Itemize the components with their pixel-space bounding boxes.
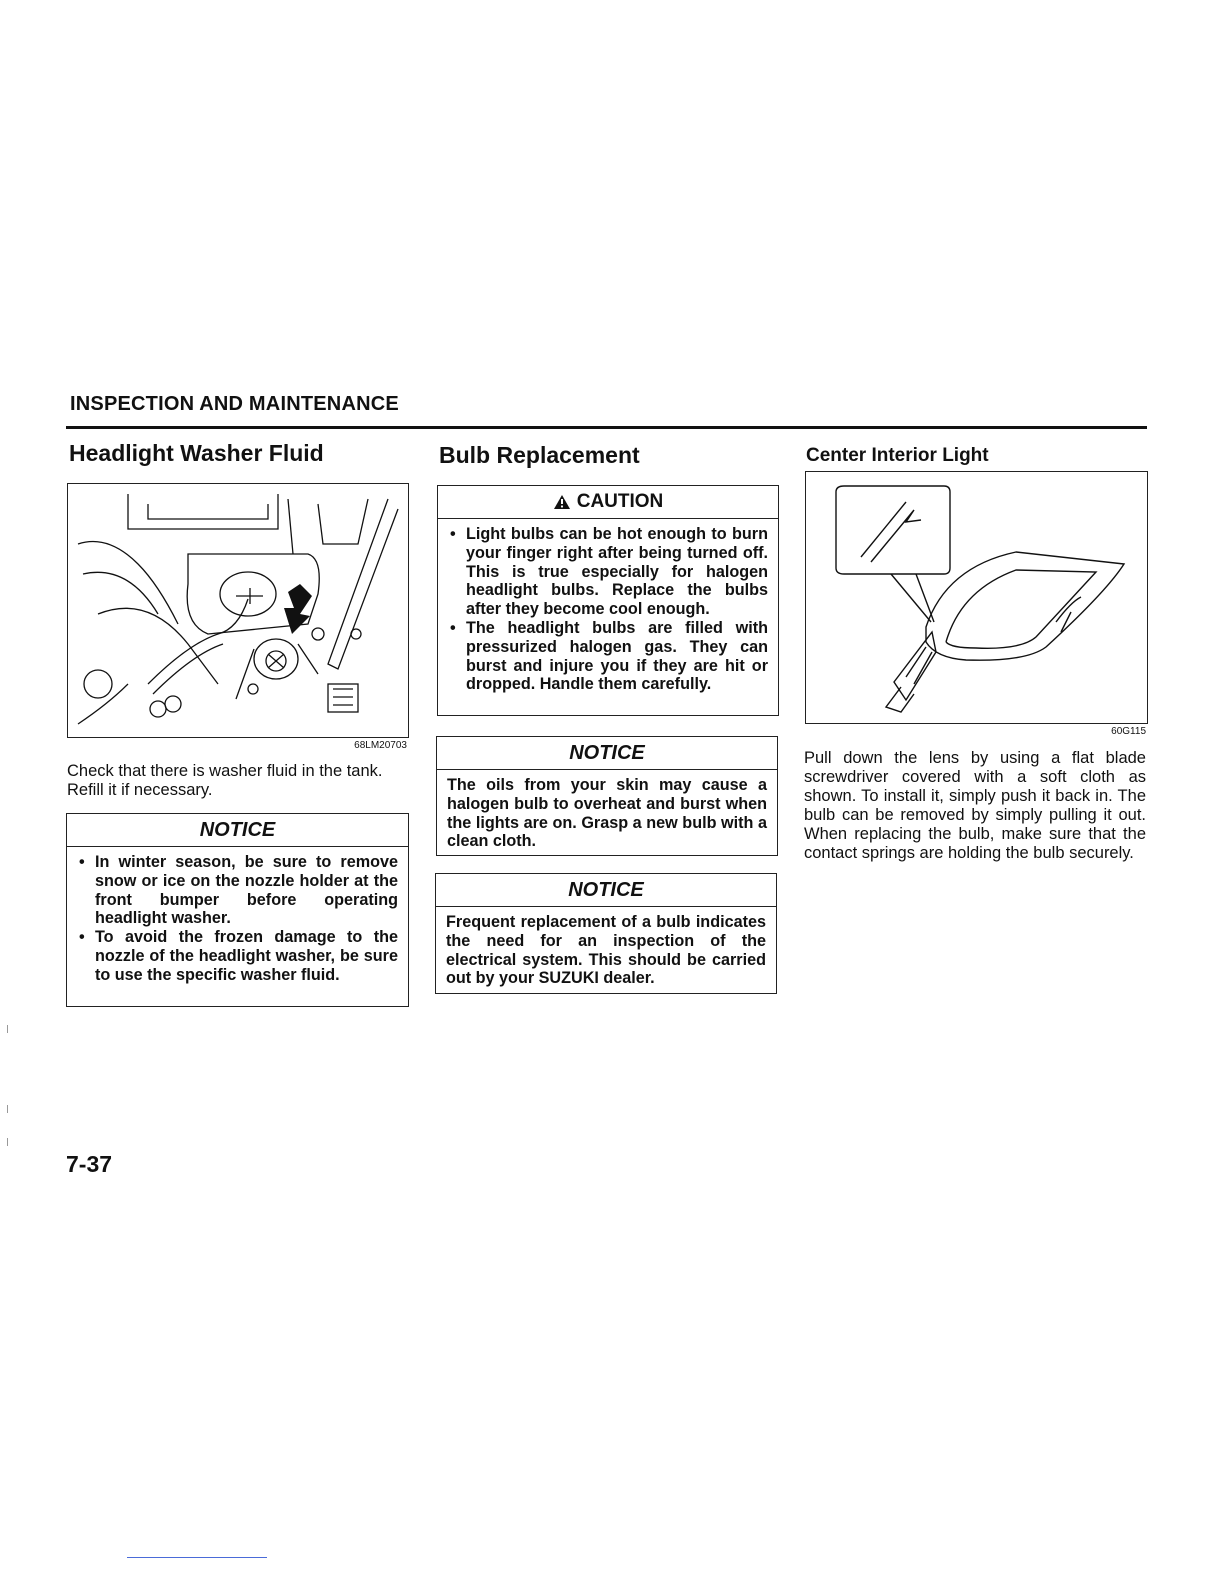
figure-interior-light: [805, 471, 1148, 724]
page-number: 7-37: [66, 1151, 113, 1177]
notice-bullet: • To avoid the frozen damage to the nozzle of the headlight washer, be sure to use the specific washer fluid.: [77, 928, 398, 984]
caution-bullet: • Light bulbs can be hot enough to burn your finger right after being turned off. This is true especially for halogen headlight bulbs. Replace the bulbs after they become cool enough.: [448, 525, 768, 619]
body-text-washer: Check that there is washer fluid in the tank. Refill it if necessary.: [67, 762, 383, 799]
notice-box-oils: [436, 736, 778, 856]
figure-code: 60G115: [1111, 726, 1146, 737]
notice-box-washer: [66, 813, 409, 1007]
notice-bullet: • In winter season, be sure to remove snow or ice on the nozzle holder at the front bumper before operating headlight washer.: [77, 853, 398, 928]
notice-body: Frequent replacement of a bulb indicates the need for an inspection of the electrical system. This should be carried out by your SUZUKI dealer.: [446, 913, 766, 988]
notice-box-frequent: [435, 873, 777, 994]
figure-code: 68LM20703: [354, 740, 407, 751]
caution-title: CAUTION: [576, 491, 664, 512]
header-divider: [66, 426, 1147, 429]
notice-title: NOTICE: [436, 874, 776, 907]
figure-washer-tank: [67, 483, 409, 738]
heading-headlight-washer-fluid: Headlight Washer Fluid: [69, 440, 324, 466]
bottom-link-line: [127, 1557, 267, 1558]
caution-bullet: • The headlight bulbs are filled with pressurized halogen gas. They can burst and injure you if they are hit or dropped. Handle them carefully.: [448, 619, 768, 694]
notice-body: [67, 847, 408, 991]
margin-tick: [7, 1105, 8, 1113]
notice-title: NOTICE: [67, 814, 408, 847]
margin-tick: [7, 1138, 8, 1146]
caution-body: [438, 519, 778, 700]
notice-title: NOTICE: [437, 737, 777, 770]
heading-bulb-replacement: Bulb Replacement: [439, 442, 640, 468]
margin-tick: [7, 1025, 8, 1033]
warning-triangle-icon: [553, 494, 571, 510]
section-title: INSPECTION AND MAINTENANCE: [70, 393, 399, 415]
notice-body: The oils from your skin may cause a halogen bulb to overheat and burst when the lights are on. Grasp a new bulb with a clean cloth.: [447, 776, 767, 851]
washer-tank-illustration: [68, 484, 408, 737]
interior-light-illustration: [806, 472, 1147, 723]
heading-center-interior-light: Center Interior Light: [806, 445, 989, 466]
caution-header: [438, 486, 778, 519]
caution-box: [437, 485, 779, 716]
body-text-interior-light: Pull down the lens by using a flat blade screwdriver covered with a soft cloth as shown. To install it, simply push it back in. The bulb can be removed by simply pulling it out. When replacing the bulb, make sure that the contact springs are holding the bulb securely.: [804, 749, 1146, 862]
